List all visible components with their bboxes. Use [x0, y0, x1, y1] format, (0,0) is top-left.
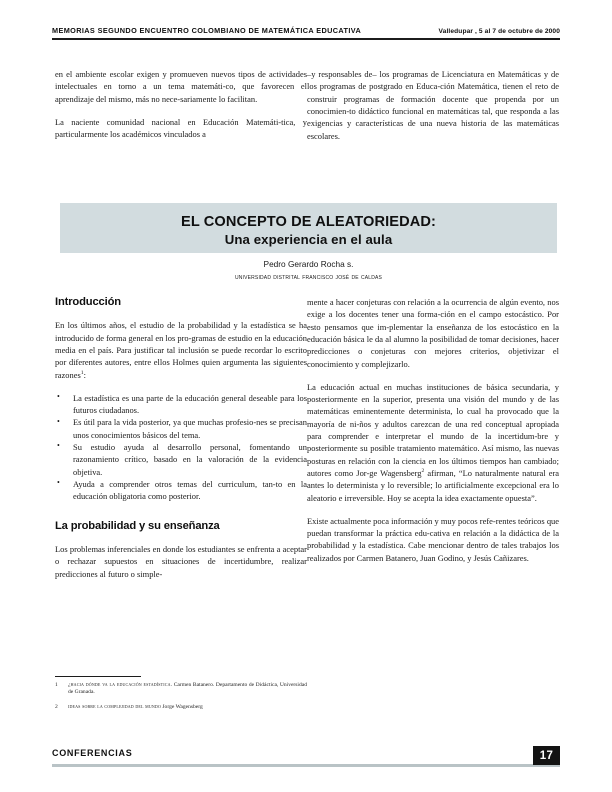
- footnotes-block: [55, 676, 307, 719]
- section-heading-probabilidad: La probabilidad y su enseñanza: [55, 519, 220, 532]
- paragraph: Existe actualmente poca información y muy pocos refe-rentes teóricos que puedan transformar la práctica edu-cativa en relación a la didáctica de la probabilidad y la estadística. Cabe mencionar dentro de tales trabajos los realizados por Carmen Batanero, Juan Godino, y Jesús Cañizares.: [307, 515, 559, 563]
- page-footer: [52, 748, 560, 770]
- footnote-separator-rule: [55, 676, 141, 677]
- author-affiliation: universidad distrital francisco josé de caldas: [234, 271, 383, 281]
- footnote-number: 2: [55, 704, 58, 711]
- footnote-title: ¿hacia dónde va la educación estadística.: [68, 681, 173, 688]
- list-item: • Es útil para la vida posterior, ya que muchas profesio-nes se precisan unos conocimientos básicos del tema.: [55, 416, 307, 441]
- intro-column-left: [55, 68, 307, 140]
- list-item: • La estadística es una parte de la educación general deseable para los futuros ciudadanos.: [55, 392, 307, 417]
- footnote-number: 1: [55, 681, 58, 688]
- footnote-marker-2: 2: [421, 468, 425, 475]
- paragraph-text-cont: afirman, “Lo naturalmente natural era antes lo determinista y lo reversible; lo artificialmente excepcional era lo aleatorio e irreversible. Hoy se acepta la idea exactamente opuesta”.: [307, 467, 559, 503]
- footnote-1: [55, 682, 307, 697]
- footer-section-label: CONFERENCIAS: [52, 748, 133, 758]
- paragraph-text: La educación actual en muchas instituciones de básica secundaria, y posteriormente en la superior, presenta una visión del mundo y de las matemáticas eminentemente determinista, lo cual ha provocado que la mayoría de ni-ños y adultos carezcan de una red conceptual apropiada para comprender e interpretar el mundo de la incertidum-bre y posteriormente su posible tratamiento matemático. Así mismo, las nuevas posturas en relación con la ciencia en los últimos tiempos han cambiado; autores como Jor-ge Wagensberg: [307, 381, 559, 478]
- paragraph: en el ambiente escolar exigen y promueven nuevos tipos de actividades intelectuales en torno a un tema matemáti-co, que favorecen el aprendizaje del mismo, más no nece-sariamente lo facilitan.: [55, 69, 307, 104]
- paragraph: –y responsables de– los programas de Licenciatura en Matemáticas y de los programas de postgrado en Educa-ción Matemática, tienen el reto de construir programas de formación docente que propenda por un conocimien-to didáctico funcional en matemáticas tal, que responda a las exigencias y características de una nueva historia de las matemáticas escolares.: [307, 69, 559, 141]
- list-item: • Su estudio ayuda al desarrollo personal, fomentando un razonamiento crítico, basado en la valoración de la evidencia objetiva.: [55, 441, 307, 478]
- article-title-line1: EL CONCEPTO DE ALEATORIEDAD:: [181, 214, 436, 230]
- article-title-banner: [60, 203, 557, 253]
- main-column-right: [307, 296, 559, 564]
- paragraph-text: En los últimos años, el estudio de la probabilidad y la estadística se ha introducido de forma general en los pro-gramas de estudio en la educación media en el país. Para justificar tal inclusión se puede recordar lo escrito por diferentes autores, entre ellos Holmes quien argumenta las siguientes razones: [55, 320, 307, 380]
- running-head-date: Valledupar , 5 al 7 de octubre de 2000: [438, 28, 560, 35]
- byline: [60, 259, 557, 282]
- footnote-2: [55, 704, 307, 712]
- footnote-detail: Jorge Wagensberg: [161, 704, 203, 711]
- paragraph-probabilidad: Los problemas inferenciales en donde los estudiantes se enfrenta a aceptar o rechazar supuestos en situaciones de incertidumbre, realizar predicciones al futuro o simple-: [55, 544, 307, 579]
- running-head-title: MEMORIAS SEGUNDO ENCUENTRO COLOMBIANO DE MATEMÁTICA EDUCATIVA: [52, 26, 362, 35]
- holmes-reasons-list: [55, 392, 307, 503]
- page-number-badge: 17: [533, 746, 560, 765]
- footer-divider: [52, 764, 560, 767]
- list-item: • Ayuda a comprender otros temas del curriculum, tan-to en la educación obligatoria como posterior.: [55, 478, 307, 503]
- paragraph-introduccion: [55, 319, 307, 381]
- paragraph: [307, 381, 559, 504]
- footnote-marker-1: 1: [80, 369, 84, 376]
- section-heading-introduccion: Introducción: [55, 296, 121, 308]
- main-column-left: [55, 296, 307, 580]
- footnote-title: ideas sobre la complejidad del mundo: [68, 704, 162, 711]
- running-head: [52, 26, 560, 40]
- article-title-line2: Una experiencia en el aula: [224, 232, 393, 247]
- intro-column-right: [307, 68, 559, 142]
- author-name: Pedro Gerardo Rocha s.: [263, 259, 354, 269]
- paragraph-tail: :: [83, 369, 86, 380]
- footnote-text: [68, 704, 307, 712]
- paragraph: mente a hacer conjeturas con relación a la ocurrencia de algún evento, nos exige a los docentes tener una forma-ción en el campo estocástico. Por esto pensamos que im-plementar la enseñanza de los estocástico en la educación básica le da al alumno la posibilidad de tomar decisiones, hacer predicciones o conjeturas con mejores criterios, objetivizar el conocimiento y complejizarlo.: [307, 297, 559, 369]
- paragraph: La naciente comunidad nacional en Educación Matemáti-tica, y particularmente los académicos vinculados a: [55, 116, 307, 139]
- footnote-detail: Carmen Batanero. Departamento de Didáctica, Universidad de Granada.: [68, 681, 307, 696]
- footnote-text: [68, 682, 307, 697]
